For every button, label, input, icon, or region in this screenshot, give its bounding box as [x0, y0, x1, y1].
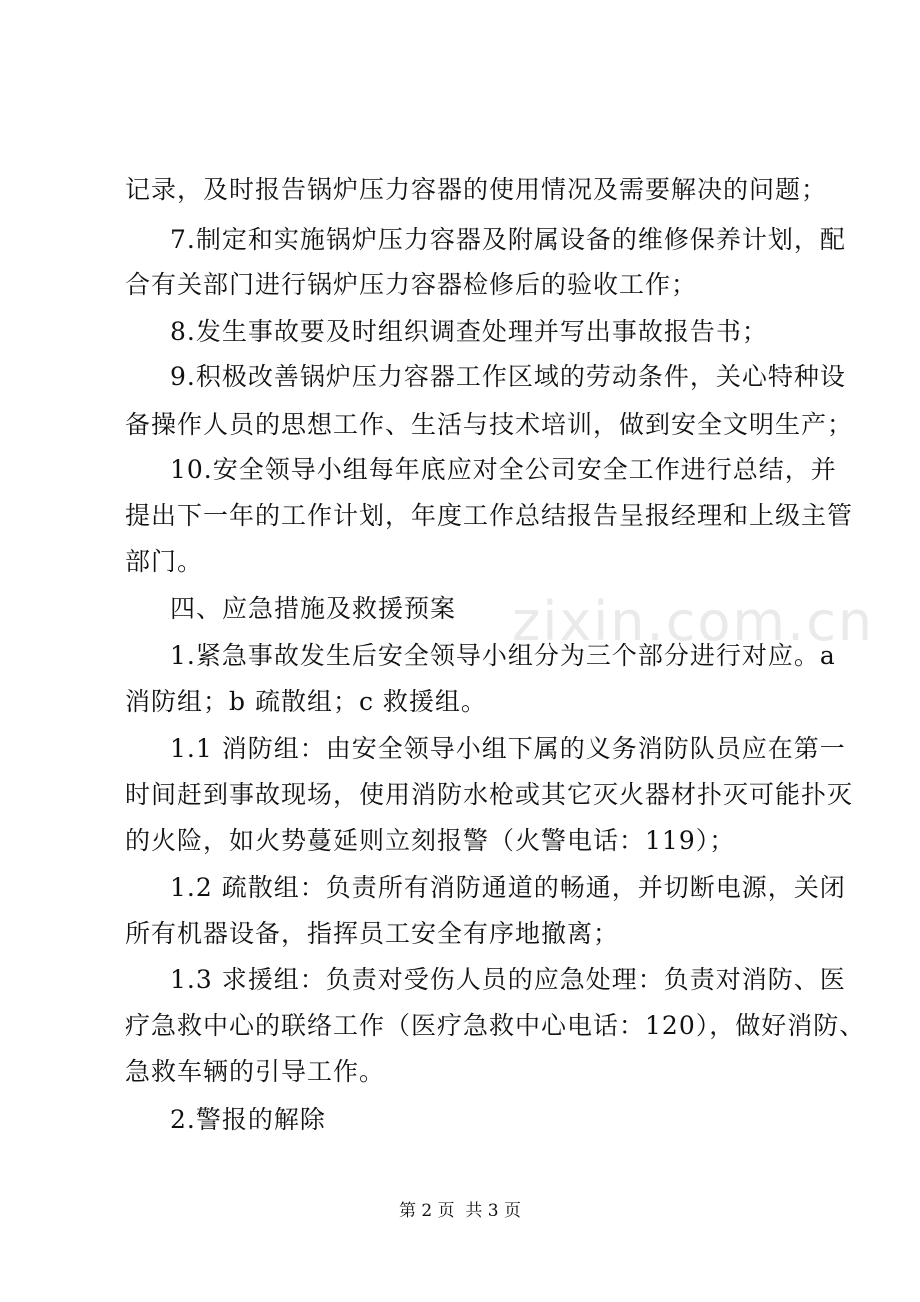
paragraph-line: 1.紧急事故发生后安全领导小组分为三个部分进行对应。a	[170, 641, 836, 670]
paragraph-line: 10.安全领导小组每年底应对全公司安全工作进行总结，并	[170, 455, 837, 484]
section-heading: 四、应急措施及救援预案	[170, 594, 457, 623]
paragraph-line: 2.警报的解除	[170, 1105, 326, 1134]
paragraph-line: 1.2 疏散组：负责所有消防通道的畅通，并切断电源，关闭	[170, 873, 846, 902]
paragraph-line: 部门。	[125, 547, 204, 576]
paragraph-line: 备操作人员的思想工作、生活与技术培训，做到安全文明生产；	[125, 410, 854, 439]
paragraph-line: 疗急救中心的联络工作（医疗急救中心电话：120），做好消防、	[125, 1011, 866, 1040]
paragraph-line: 8.发生事故要及时组织调查处理并写出事故报告书；	[170, 317, 768, 346]
paragraph-line: 的火险，如火势蔓延则立刻报警（火警电话：119）；	[125, 826, 736, 855]
watermark: zixin.com.cn	[512, 590, 875, 653]
paragraph-line: 7.制定和实施锅炉压力容器及附属设备的维修保养计划，配	[170, 225, 846, 254]
paragraph-line: 急救车辆的引导工作。	[125, 1057, 386, 1086]
paragraph-line: 所有机器设备，指挥员工安全有序地撤离；	[125, 919, 620, 948]
paragraph-line: 记录，及时报告锅炉压力容器的使用情况及需要解决的问题；	[125, 175, 828, 204]
paragraph-line: 合有关部门进行锅炉压力容器检修后的验收工作；	[125, 270, 698, 299]
paragraph-line: 1.1 消防组：由安全领导小组下属的义务消防队员应在第一	[170, 734, 846, 763]
paragraph-line: 提出下一年的工作计划，年度工作总结报告呈报经理和上级主管	[125, 501, 854, 530]
paragraph-line: 1.3 求援组：负责对受伤人员的应急处理：负责对消防、医	[170, 965, 846, 994]
paragraph-line: 时间赶到事故现场，使用消防水枪或其它灭火器材扑灭可能扑灭	[125, 780, 854, 809]
paragraph-line: 9.积极改善锅炉压力容器工作区域的劳动条件，关心特种设	[170, 362, 846, 391]
page-number: 第 2 页 共 3 页	[398, 1201, 522, 1221]
paragraph-line: 消防组；b 疏散组；c 救援组。	[125, 687, 487, 716]
page-footer	[0, 1199, 920, 1223]
